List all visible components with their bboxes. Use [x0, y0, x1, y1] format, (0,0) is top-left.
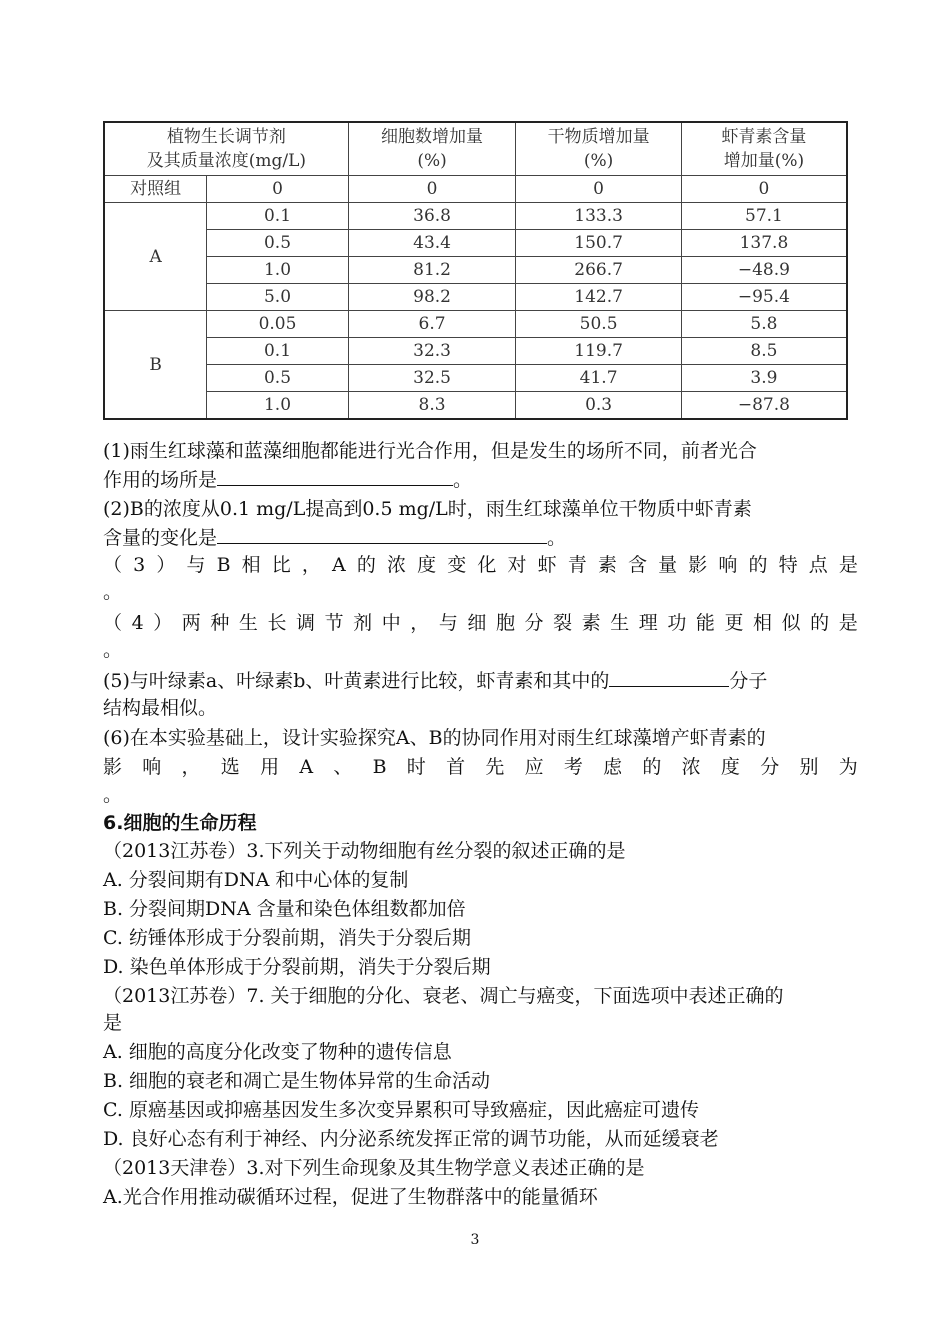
spread-char: 与	[438, 612, 458, 634]
table-header-row	[104, 122, 847, 176]
spread-char: （	[103, 612, 123, 634]
spread-char: 先	[485, 756, 505, 778]
spread-char: 种	[210, 612, 230, 634]
table-row	[104, 284, 847, 311]
spread-char: 中	[381, 612, 401, 634]
question-3-line	[103, 551, 858, 579]
spread-char: 是	[838, 612, 858, 634]
spread-char: 相	[241, 554, 261, 576]
item-2-option-b: B. 细胞的衰老和凋亡是生物体异常的生命活动	[103, 1070, 491, 1092]
table-row	[104, 257, 847, 284]
table-cell: 0.5	[207, 365, 349, 392]
spread-char: ，	[301, 554, 321, 576]
spread-char: A	[332, 554, 346, 576]
spread-char: 与	[186, 554, 206, 576]
item-2-option-d: D. 良好心态有利于神经、内分泌系统发挥正常的调节功能，从而延缓衰老	[103, 1128, 719, 1150]
table-cell: 36.8	[348, 203, 516, 230]
spread-char: 含	[628, 554, 648, 576]
question-2-line-2: 含量的变化是 。	[103, 523, 566, 552]
table-cell: 98.2	[348, 284, 516, 311]
spread-char: A	[299, 756, 314, 778]
spread-char: 对	[507, 554, 527, 576]
spread-char: 长	[267, 612, 287, 634]
item-1-option-d: D. 染色单体形成于分裂前期，消失于分裂后期	[103, 956, 491, 978]
spread-char: 裂	[553, 612, 573, 634]
spread-char: 变	[447, 554, 467, 576]
question-5-line-1: (5)与叶绿素a、叶绿素b、叶黄素进行比较，虾青素和其中的 分子	[103, 666, 767, 695]
spread-char: 胞	[495, 612, 515, 634]
table-row	[104, 392, 847, 420]
table-cell: 0	[207, 176, 349, 203]
spread-char: 虾	[537, 554, 557, 576]
spread-char: 的	[642, 756, 662, 778]
table-cell: 5.8	[681, 311, 847, 338]
item-3-stem: （2013天津卷）3.对下列生命现象及其生物学意义表述正确的是	[103, 1157, 645, 1179]
table-cell: −87.8	[681, 392, 847, 420]
spread-char: 4	[131, 612, 144, 634]
spread-char: ）	[156, 554, 176, 576]
spread-char: 生	[238, 612, 258, 634]
question-6-line-2	[103, 753, 858, 781]
table-row	[104, 230, 847, 257]
spread-char: 量	[658, 554, 678, 576]
spread-char: 浓	[387, 554, 407, 576]
table-cell: 32.5	[348, 365, 516, 392]
question-4-end: 。	[103, 639, 123, 661]
header-cell-cell-count: 细胞数增加量 (%)	[348, 122, 516, 176]
data-table	[103, 121, 848, 420]
item-2-option-c: C. 原癌基因或抑癌基因发生多次变异累积可导致癌症，因此癌症可遗传	[103, 1099, 699, 1121]
item-3-option-a: A.光合作用推动碳循环过程，促进了生物群落中的能量循环	[103, 1186, 598, 1208]
spread-char: 首	[446, 756, 466, 778]
table-cell: −95.4	[681, 284, 847, 311]
spread-char: 节	[324, 612, 344, 634]
question-1-line-2: 作用的场所是 。	[103, 465, 472, 494]
table-cell: 1.0	[207, 392, 349, 420]
spread-char: 浓	[681, 756, 701, 778]
spread-char: B	[372, 756, 387, 778]
spread-char: 化	[477, 554, 497, 576]
header-cell-dry-matter: 干物质增加量 (%)	[516, 122, 682, 176]
group-label-a: A	[104, 203, 207, 311]
question-6-line-1: (6)在本实验基础上，设计实验探究A、B的协同作用对雨生红球藻增产虾青素的	[103, 727, 766, 749]
spread-char: 特	[778, 554, 798, 576]
spread-char: 青	[567, 554, 587, 576]
spread-char: 分	[760, 756, 780, 778]
answer-blank-5	[609, 666, 729, 687]
spread-char: （	[103, 554, 123, 576]
table-cell: 133.3	[516, 203, 682, 230]
spread-char: 选	[220, 756, 240, 778]
spread-char: 理	[638, 612, 658, 634]
table-cell: 5.0	[207, 284, 349, 311]
spread-char: 两	[181, 612, 201, 634]
item-2-stem-line-1: （2013江苏卷）7. 关于细胞的分化、衰老、凋亡与癌变，下面选项中表述正确的	[103, 985, 784, 1007]
header-cell-astaxanthin: 虾青素含量 增加量(%)	[681, 122, 847, 176]
question-4-line	[103, 609, 858, 637]
spread-char: 应	[524, 756, 544, 778]
table-row-control	[104, 176, 847, 203]
spread-char: 、	[333, 756, 353, 778]
table-cell: 0.1	[207, 203, 349, 230]
spread-char: 3	[133, 554, 146, 576]
spread-char: 影	[103, 756, 123, 778]
table-cell: 142.7	[516, 284, 682, 311]
spread-char: 素	[581, 612, 601, 634]
item-1-option-b: B. 分裂间期DNA 含量和染色体组数都加倍	[103, 898, 466, 920]
table-cell: 50.5	[516, 311, 682, 338]
spread-char: 细	[467, 612, 487, 634]
spread-char: 调	[296, 612, 316, 634]
spread-char: 似	[781, 612, 801, 634]
spread-char: 的	[810, 612, 830, 634]
table-cell: 266.7	[516, 257, 682, 284]
table-cell: 0.1	[207, 338, 349, 365]
table-cell: 57.1	[681, 203, 847, 230]
spread-char: 响	[718, 554, 738, 576]
table-cell: 0	[681, 176, 847, 203]
spread-char: 响	[142, 756, 162, 778]
question-3-end: 。	[103, 581, 123, 603]
answer-blank-2	[217, 523, 547, 544]
table-cell: 0	[348, 176, 516, 203]
table-cell: 3.9	[681, 365, 847, 392]
spread-char: 剂	[353, 612, 373, 634]
spread-char: ）	[153, 612, 173, 634]
item-1-option-a: A. 分裂间期有DNA 和中心体的复制	[103, 869, 409, 891]
table-cell: 32.3	[348, 338, 516, 365]
table-cell: 8.5	[681, 338, 847, 365]
table-cell: 150.7	[516, 230, 682, 257]
page-number: 3	[470, 1232, 480, 1248]
spread-char: 比	[271, 554, 291, 576]
spread-char: B	[216, 554, 231, 576]
section-title: 6.细胞的生命历程	[103, 812, 257, 834]
question-6-end: 。	[103, 784, 123, 806]
spread-char: 时	[406, 756, 426, 778]
table-cell: 8.3	[348, 392, 516, 420]
table-cell: 41.7	[516, 365, 682, 392]
spread-char: 素	[597, 554, 617, 576]
table-cell: −48.9	[681, 257, 847, 284]
spread-char: 虑	[603, 756, 623, 778]
spread-char: 点	[808, 554, 828, 576]
table-cell: 81.2	[348, 257, 516, 284]
spread-char: 影	[688, 554, 708, 576]
spread-char: 功	[667, 612, 687, 634]
question-5-line-2: 结构最相似。	[103, 697, 218, 719]
table-cell: 0.05	[207, 311, 349, 338]
question-2-line-1: (2)B的浓度从0.1 mg/L提高到0.5 mg/L时，雨生红球藻单位干物质中虾青素	[103, 498, 752, 520]
spread-char: 生	[610, 612, 630, 634]
item-2-option-a: A. 细胞的高度分化改变了物种的遗传信息	[103, 1041, 452, 1063]
table-cell: 119.7	[516, 338, 682, 365]
answer-blank-1	[217, 465, 453, 486]
table-cell: 137.8	[681, 230, 847, 257]
group-label-b: B	[104, 311, 207, 420]
spread-char: 考	[563, 756, 583, 778]
spread-char: 更	[724, 612, 744, 634]
item-2-stem-line-2: 是	[103, 1012, 123, 1034]
spread-char: 能	[695, 612, 715, 634]
header-cell-regulator: 植物生长调节剂 及其质量浓度(mg/L)	[104, 122, 348, 176]
spread-char: 为	[838, 756, 858, 778]
table-row	[104, 365, 847, 392]
table-cell: 0.5	[207, 230, 349, 257]
spread-char: 度	[417, 554, 437, 576]
table-cell: 43.4	[348, 230, 516, 257]
table-cell: 0.3	[516, 392, 682, 420]
table-row	[104, 203, 847, 230]
table-cell: 6.7	[348, 311, 516, 338]
spread-char: 别	[799, 756, 819, 778]
spread-char: ，	[410, 612, 430, 634]
spread-char: 是	[838, 554, 858, 576]
table-row	[104, 311, 847, 338]
control-label: 对照组	[104, 176, 207, 203]
item-1-stem: （2013江苏卷）3.下列关于动物细胞有丝分裂的叙述正确的是	[103, 840, 626, 862]
spread-char: 的	[356, 554, 376, 576]
spread-char: ，	[181, 756, 201, 778]
table-cell: 1.0	[207, 257, 349, 284]
question-1-line-1: (1)雨生红球藻和蓝藻细胞都能进行光合作用，但是发生的场所不同，前者光合	[103, 440, 757, 462]
table-row	[104, 338, 847, 365]
spread-char: 用	[260, 756, 280, 778]
spread-char: 的	[748, 554, 768, 576]
item-1-option-c: C. 纺锤体形成于分裂前期，消失于分裂后期	[103, 927, 471, 949]
spread-char: 度	[720, 756, 740, 778]
spread-char: 相	[753, 612, 773, 634]
table-cell: 0	[516, 176, 682, 203]
spread-char: 分	[524, 612, 544, 634]
